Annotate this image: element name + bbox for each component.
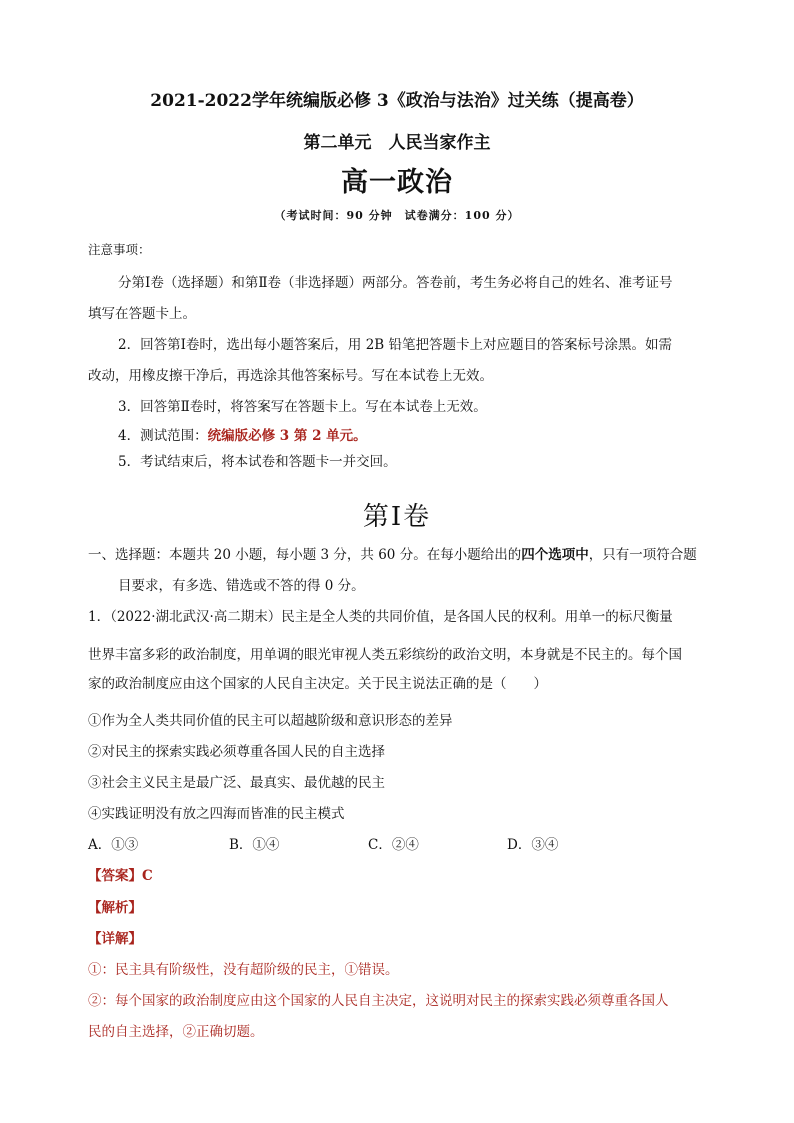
option-a: A．①③: [88, 837, 139, 853]
test-range: 统编版必修 3 第 2 单元。: [207, 428, 367, 444]
question-1-stem-line-3: 家的政治制度应由这个国家的人民自主决定。关于民主说法正确的是（ ）: [88, 676, 547, 692]
unit-title: 第二单元 人民当家作主: [303, 133, 491, 153]
note-5: 5．考试结束后，将本试卷和答题卡一并交回。: [118, 454, 397, 470]
note-3: 3．回答第Ⅱ卷时，将答案写在答题卡上。写在本试卷上无效。: [118, 399, 487, 415]
detail-2-line-1: ②：每个国家的政治制度应由这个国家的人民自主决定，这说明对民主的探索实践必须尊重各国人: [88, 993, 669, 1009]
question-1-stem-line-1: 1．（2022·湖北武汉·高二期末）民主是全人类的共同价值，是各国人民的权利。用单一的标尺衡量: [88, 609, 673, 625]
exam-info: （考试时间：90 分钟 试卷满分：100 分）: [274, 209, 520, 222]
section-instruction-line-1: [88, 543, 697, 563]
note-4-prefix: 4．测试范围：: [118, 428, 208, 444]
instruction-part-a: 一、选择题：本题共 20 小题，每小题 3 分，共 60 分。在每小题给出的: [88, 547, 522, 563]
section-instruction-line-2: 目要求，有多选、错选或不答的得 0 分。: [118, 578, 365, 594]
instruction-part-c: ，只有一项符合题: [588, 547, 697, 563]
section-title: 第Ⅰ卷: [362, 502, 432, 532]
note-4: [118, 424, 367, 444]
option-d: D．③④: [507, 837, 559, 853]
statement-3: ③社会主义民主是最广泛、最真实、最优越的民主: [88, 775, 385, 791]
instruction-emphasis: 四个选项中: [521, 547, 589, 563]
statement-4: ④实践证明没有放之四海而皆准的民主模式: [88, 806, 345, 822]
answer-label: 【答案】C: [88, 868, 153, 884]
statement-2: ②对民主的探索实践必须尊重各国人民的自主选择: [88, 744, 385, 760]
note-2-line-2: 改动，用橡皮擦干净后，再选涂其他答案标号。写在本试卷上无效。: [88, 368, 493, 384]
option-b: B．①④: [229, 837, 280, 853]
note-2-line-1: 2．回答第Ⅰ卷时，选出每小题答案后，用 2B 铅笔把答题卡上对应题目的答案标号涂黑。如需: [118, 337, 673, 353]
detail-1: ①：民主具有阶级性，没有超阶级的民主，①错误。: [88, 962, 399, 978]
note-1-line-2: 填写在答题卡上。: [88, 306, 196, 322]
question-1-stem-line-2: 世界丰富多彩的政治制度，用单调的眼光审视人类五彩缤纷的政治文明，本身就是不民主的。每个国: [88, 647, 682, 663]
detail-label: 【详解】: [88, 931, 142, 947]
analysis-label: 【解析】: [88, 900, 142, 916]
statement-1: ①作为全人类共同价值的民主可以超越阶级和意识形态的差异: [88, 713, 453, 729]
detail-2-line-2: 民的自主选择，②正确切题。: [88, 1024, 264, 1040]
subject-title: 高一政治: [341, 167, 453, 198]
notes-heading: 注意事项：: [88, 242, 151, 257]
option-c: C．②④: [368, 837, 419, 853]
note-1-line-1: 分第Ⅰ卷（选择题）和第Ⅱ卷（非选择题）两部分。答卷前，考生务必将自己的姓名、准考证号: [118, 275, 673, 291]
paper-title: 2021-2022学年统编版必修 3《政治与法治》过关练（提高卷）: [150, 91, 644, 111]
